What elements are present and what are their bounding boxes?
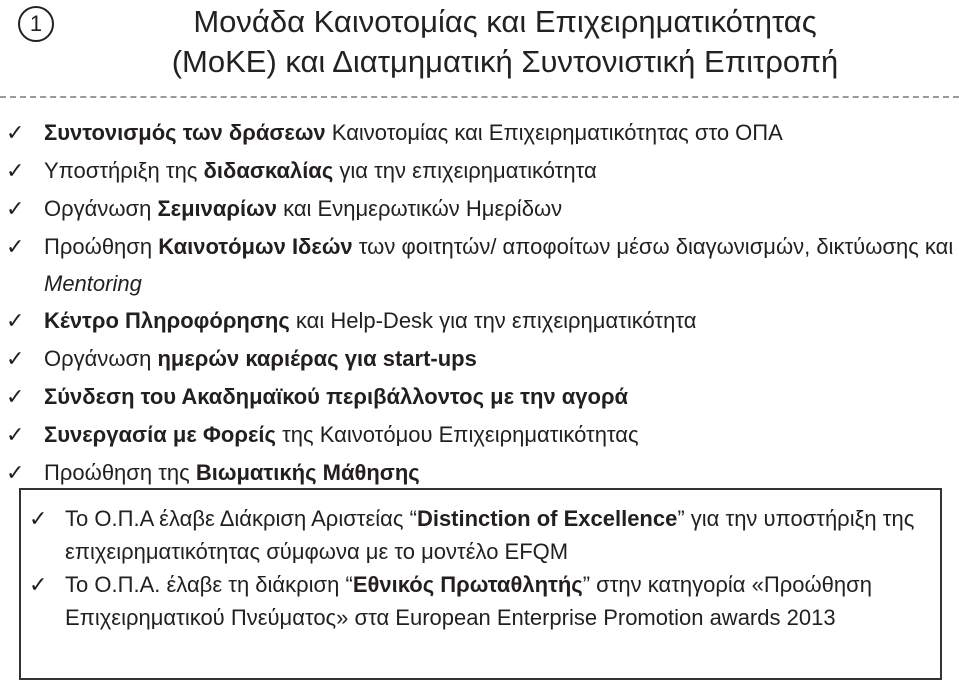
text-run: ” για την υποστήριξη της επιχειρηματικότητας σύμφωνα με το μοντέλο EFQM [65, 506, 915, 564]
bullet-item [0, 228, 955, 302]
checkmark-icon: ✓ [6, 422, 25, 447]
bold-text: Βιωματικής Μάθησης [195, 460, 420, 485]
slide-number-badge: 1 [18, 6, 54, 42]
bold-text: Συντονισμός των δράσεων [44, 120, 326, 145]
page-title [70, 2, 940, 82]
checkmark-icon: ✓ [6, 120, 25, 145]
italic-text: Mentoring [44, 271, 142, 296]
bold-text: Σεμιναρίων [157, 196, 277, 221]
checkmark-icon: ✓ [6, 460, 25, 485]
bullet-item [0, 340, 955, 378]
text-run: της Καινοτόμου Επιχειρηματικότητας [275, 422, 639, 447]
bullet-item [0, 152, 955, 190]
checkmark-icon: ✓ [6, 308, 25, 333]
text-run: για την επιχειρηματικότητα [333, 158, 597, 183]
title-line-2: (ΜοΚΕ) και Διατμηματική Συντονιστική Επιτροπή [171, 44, 839, 79]
text-run: Καινοτομίας και Επιχειρηματικότητας στο ΟΠΑ [325, 120, 783, 145]
text-run: Προώθηση της [44, 460, 196, 485]
text-run: Το Ο.Π.Α έλαβε Διάκριση Αριστείας “ [65, 506, 417, 531]
bold-text: Σύνδεση του Ακαδημαϊκού περιβάλλοντος με την αγορά [44, 384, 629, 409]
text-run: Το Ο.Π.Α. έλαβε τη διάκριση “ [65, 572, 353, 597]
award-item [21, 568, 921, 634]
text-run: ” στην κατηγορία «Προώθηση Επιχειρηματικού Πνεύματος» στα European Enterprise Promotion awards 2013 [65, 572, 872, 630]
checkmark-icon: ✓ [29, 506, 48, 531]
checkmark-icon: ✓ [6, 234, 25, 259]
awards-box [19, 488, 942, 680]
bullet-item [0, 454, 955, 492]
awards-list [21, 502, 921, 634]
bullet-item [0, 114, 955, 152]
bold-text: Εθνικός Πρωταθλητής [352, 572, 583, 597]
text-run: Προώθηση [44, 234, 159, 259]
text-run: των φοιτητών/ αποφοίτων μέσω διαγωνισμών, δικτύωσης και [352, 234, 954, 259]
text-run: Οργάνωση [44, 346, 158, 371]
bold-text: Συνεργασία με Φορείς [44, 422, 276, 447]
bullet-item [0, 190, 955, 228]
bold-text: Καινοτόμων Ιδεών [158, 234, 353, 259]
bullet-item [0, 416, 955, 454]
bold-text: Distinction of Excellence [416, 506, 678, 531]
checkmark-icon: ✓ [6, 196, 25, 221]
bullet-item [0, 302, 955, 340]
text-run: και Help-Desk για την επιχειρηματικότητα [289, 308, 697, 333]
bullet-list [0, 114, 955, 492]
bold-text: διδασκαλίας [203, 158, 334, 183]
checkmark-icon: ✓ [6, 346, 25, 371]
text-run: και Ενημερωτικών Ημερίδων [276, 196, 563, 221]
checkmark-icon: ✓ [29, 572, 48, 597]
checkmark-icon: ✓ [6, 384, 25, 409]
text-run: Υποστήριξη της [44, 158, 204, 183]
bold-text: Κέντρο Πληροφόρησης [44, 308, 290, 333]
bold-text: ημερών καριέρας για start-ups [157, 346, 477, 371]
title-divider [0, 96, 959, 98]
bullet-item [0, 378, 955, 416]
award-item [21, 502, 921, 568]
checkmark-icon: ✓ [6, 158, 25, 183]
text-run: Οργάνωση [44, 196, 158, 221]
title-line-1: Μονάδα Καινοτομίας και Επιχειρηματικότητας [193, 4, 817, 39]
